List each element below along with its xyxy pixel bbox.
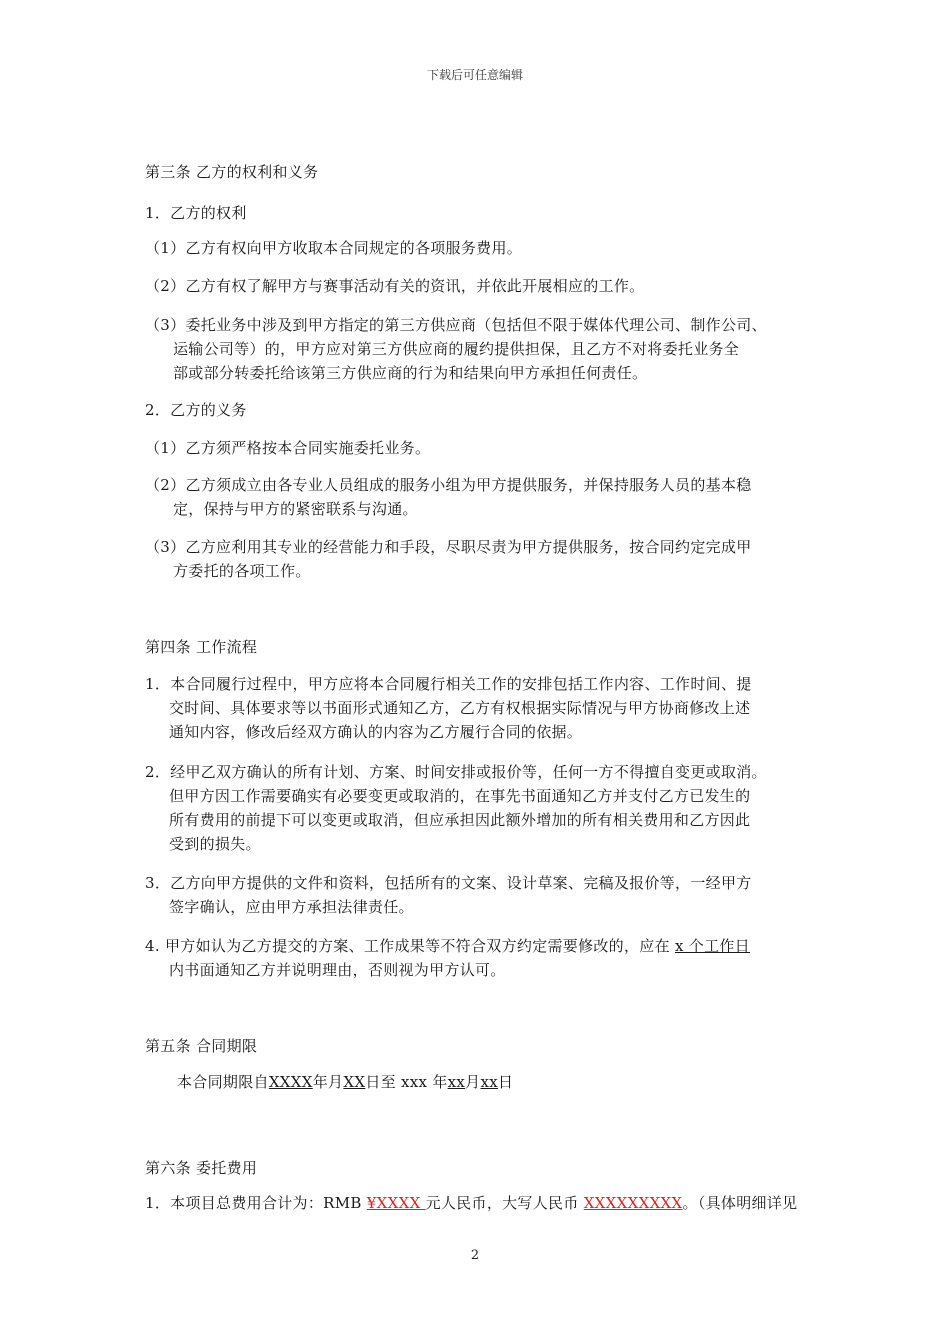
text-segment: 元人民币，大写人民币 [425, 1194, 584, 1212]
text-segment: 4. 甲方如认为乙方提交的方案、工作成果等不符合双方约定需要修改的，应在 [145, 937, 675, 955]
text-line: 签字确认，应由甲方承担法律责任。 [169, 898, 414, 916]
article-4-para-3 [145, 871, 752, 919]
article-4-title: 第四条 工作流程 [145, 638, 258, 656]
text-line: 定，保持与甲方的紧密联系与沟通。 [173, 500, 418, 518]
page-number: 2 [470, 1248, 480, 1263]
text-segment: 月 [465, 1073, 481, 1091]
article-3-rights-heading: 1．乙方的权利 [145, 204, 247, 222]
text-line: 3．乙方向甲方提供的文件和资料，包括所有的文案、设计草案、完稿及报价等，一经甲方 [145, 874, 752, 892]
text-line: 部或部分转委托给该第三方供应商的行为和结果向甲方承担任何责任。 [173, 364, 648, 382]
article-6-title: 第六条 委托费用 [145, 1159, 258, 1177]
text-segment: 1．本项目总费用合计为：RMB [145, 1194, 367, 1212]
text-line: 1．本合同履行过程中，甲方应将本合同履行相关工作的安排包括工作内容、工作时间、提 [145, 675, 752, 693]
text-segment: 年月 [312, 1073, 344, 1091]
article-3-title: 第三条 乙方的权利和义务 [145, 163, 319, 181]
fee-line [145, 1191, 797, 1215]
article-4-para-4 [145, 934, 750, 982]
article-3-right-1: （1）乙方有权向甲方收取本合同规定的各项服务费用。 [145, 239, 523, 257]
text-line: 2．经甲乙双方确认的所有计划、方案、时间安排或报价等，任何一方不得擅自变更或取消。 [145, 763, 767, 781]
text-line: 所有费用的前提下可以变更或取消，但应承担因此额外增加的所有相关费用和乙方因此 [169, 811, 751, 829]
end-day-field: xx [480, 1073, 499, 1091]
contract-period-line [177, 1070, 513, 1094]
text-line: 交时间、具体要求等以书面形式通知乙方，乙方有权根据实际情况与甲方协商修改上述 [169, 699, 751, 717]
article-4-para-2 [145, 760, 767, 856]
article-3-right-2: （2）乙方有权了解甲方与赛事活动有关的资讯，并依此开展相应的工作。 [145, 277, 645, 295]
text-line: 受到的损失。 [169, 835, 261, 853]
text-line: 方委托的各项工作。 [173, 562, 311, 580]
article-3-duty-3 [145, 535, 752, 583]
text-segment: 。（具体明细详见 [682, 1194, 798, 1212]
text-line: （3）乙方应利用其专业的经营能力和手段，尽职尽责为甲方提供服务，按合同约定完成甲 [145, 538, 752, 556]
article-3-duty-2 [145, 473, 752, 521]
text-line [145, 934, 750, 958]
article-4-para-1 [145, 672, 752, 744]
text-line: 运输公司等）的，甲方应对第三方供应商的履约提供担保，且乙方不对将委托业务全 [173, 340, 740, 358]
text-line: 内书面通知乙方并说明理由，否则视为甲方认可。 [169, 961, 506, 979]
article-3-right-3 [145, 313, 767, 385]
text-segment: 日至 xxx 年 [365, 1073, 448, 1091]
fee-amount-uppercase-field: XXXXXXXXX [583, 1194, 683, 1212]
underlined-days-field: x 个工作日 [674, 937, 750, 955]
start-day-field: XX [343, 1073, 366, 1091]
page-header: 下载后可任意编辑 [426, 68, 523, 82]
article-3-duty-1: （1）乙方须严格按本合同实施委托业务。 [145, 439, 431, 457]
article-5-title: 第五条 合同期限 [145, 1037, 258, 1055]
start-year-field: XXXX [268, 1073, 313, 1091]
text-line: 通知内容，修改后经双方确认的内容为乙方履行合同的依据。 [169, 723, 583, 741]
end-month-field: xx [447, 1073, 466, 1091]
text-segment: 日 [498, 1073, 514, 1091]
article-3-duties-heading: 2．乙方的义务 [145, 401, 247, 419]
text-line: 但甲方因工作需要确实有必要变更或取消的，在事先书面通知乙方并支付乙方已发生的 [169, 787, 751, 805]
fee-amount-field: ¥XXXX [366, 1194, 426, 1212]
text-line: （2）乙方须成立由各专业人员组成的服务小组为甲方提供服务，并保持服务人员的基本稳 [145, 476, 752, 494]
text-segment: 本合同期限自 [177, 1073, 269, 1091]
text-line: （3）委托业务中涉及到甲方指定的第三方供应商（包括但不限于媒体代理公司、制作公司、 [145, 316, 767, 334]
